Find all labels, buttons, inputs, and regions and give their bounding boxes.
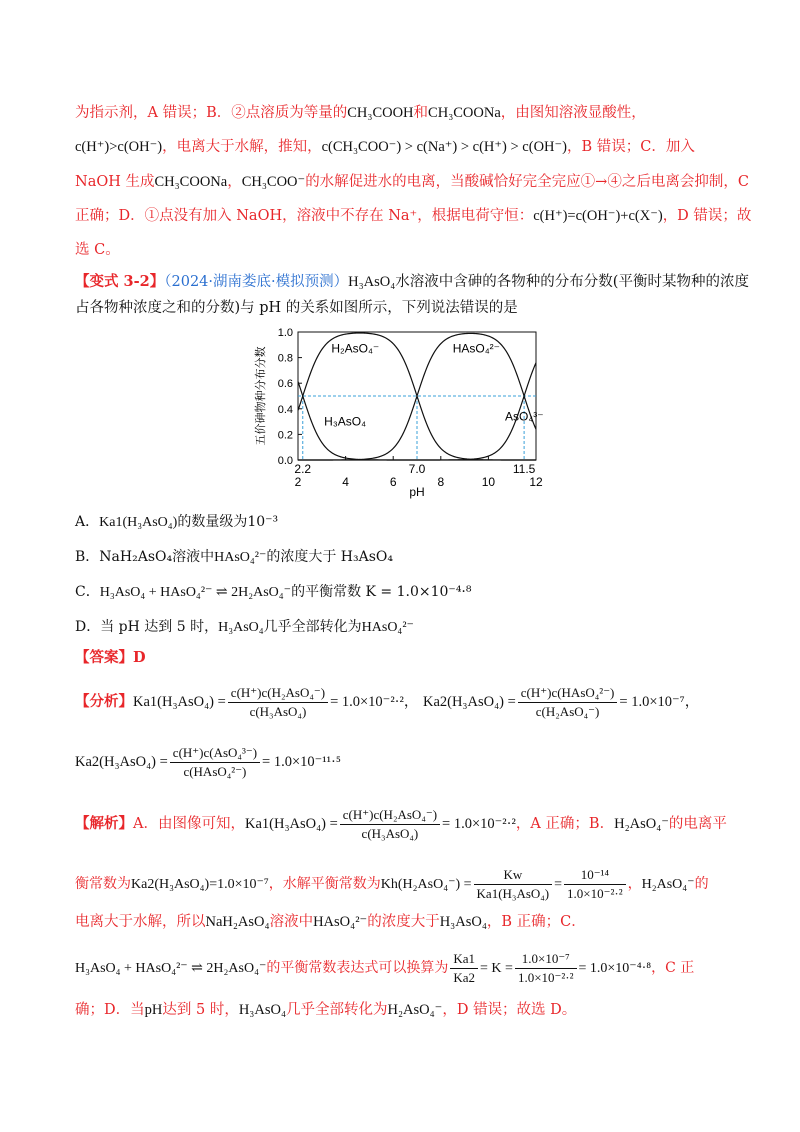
text: 几乎全部转化为	[286, 1002, 388, 1018]
numerator: c(H⁺)c(H₂AsO₄⁻)	[228, 684, 328, 703]
solution-line-5	[75, 1000, 576, 1020]
solution-line-2	[75, 862, 709, 907]
numerator: 10⁻¹⁴	[564, 866, 626, 885]
formula: pH	[144, 1002, 163, 1018]
formula: H₂AsO₄⁻	[387, 1002, 443, 1018]
option-c[interactable]	[75, 582, 472, 603]
denominator: c(HAsO₄²⁻)	[183, 763, 247, 779]
fraction	[170, 744, 260, 781]
text: ，水解平衡常数为	[268, 876, 381, 892]
explanation-line-3: NaOH 生成CH₃COONa，CH₃COO⁻的水解促进水的电离，当酸碱恰好完全完应①→④之后电离会抑制，C	[75, 174, 749, 190]
formula: Ka1(H₃AsO₄)	[99, 515, 178, 530]
numerator: c(H⁺)c(HAsO₄²⁻)	[518, 684, 618, 703]
fraction	[515, 950, 577, 987]
text: ，A 正确；B．	[515, 816, 615, 832]
x-tick-label: 6	[389, 475, 397, 489]
option-text: 的数量级为10⁻³	[177, 514, 279, 530]
text: ，D 错误；故	[662, 208, 752, 224]
series-label: AsO₄³⁻	[505, 409, 544, 424]
formula: H₂AsO₄⁻	[641, 877, 695, 892]
fraction	[450, 950, 478, 987]
formula: = 1.0×10⁻¹¹·⁵	[262, 754, 341, 770]
series-label: H₃AsO₄	[324, 414, 366, 429]
text: ，	[627, 876, 642, 892]
option-text: B．NaH₂AsO₄溶液中	[75, 549, 215, 565]
option-text: 几乎全部转化为	[263, 619, 362, 635]
y-axis-label: 五价砷物种分布分数	[255, 346, 267, 446]
text: ，电离大于水解，推知，	[162, 139, 322, 155]
explanation-line-2	[75, 137, 695, 157]
fraction	[474, 866, 553, 903]
text: 确；D．当	[75, 1002, 145, 1018]
formula: = K =	[480, 961, 513, 976]
denominator: Ka1(H₃AsO₄)	[476, 885, 550, 901]
formula: H₃AsO₄	[218, 620, 264, 635]
text: ，C 正	[651, 960, 695, 976]
formula: HAsO₄²⁻	[313, 914, 368, 930]
formula: c(H⁺)>c(OH⁻)	[75, 139, 163, 155]
y-tick-label: 0.8	[277, 352, 293, 365]
formula: CH₃COONa	[154, 174, 228, 190]
text: 为指示剂，A 错误；B．②点溶质为等量的	[75, 105, 348, 121]
denominator: c(H₂AsO₄⁻)	[535, 703, 600, 719]
formula: =	[554, 877, 563, 892]
formula: = 1.0×10⁻²·²，	[330, 694, 419, 710]
fraction	[340, 806, 440, 843]
question-source: （2024·湖南娄底·模拟预测）	[164, 274, 349, 290]
text: ，B 错误；C．加入	[567, 139, 695, 155]
numerator: Ka1	[450, 950, 478, 969]
text: 的电离平	[668, 816, 727, 832]
x-tick-label: 2	[294, 475, 302, 489]
x-tick-label: 10	[481, 475, 496, 489]
text: ，由图知溶液显酸性，	[500, 105, 646, 121]
series-label: HAsO₄²⁻	[452, 341, 500, 356]
denominator: Ka2	[453, 969, 476, 985]
x-tick-label: 12	[529, 475, 543, 489]
text: 的浓度大于	[367, 914, 440, 930]
numerator: Kw	[474, 866, 553, 885]
y-tick-label: 0.4	[277, 403, 293, 416]
pka-tick-label: 7.0	[408, 462, 426, 476]
answer-value: D	[133, 649, 146, 666]
denominator: 1.0×10⁻²·²	[567, 885, 623, 901]
x-tick-label: 8	[437, 475, 445, 489]
fraction	[518, 684, 618, 721]
y-tick-label: 0.0	[277, 455, 293, 467]
denominator: c(H₃AsO₄)	[361, 825, 419, 841]
question-stem: 水溶液中含砷的各物种的分布分数(平衡时某物种的浓度	[395, 274, 749, 290]
denominator: c(H₃AsO₄)	[249, 703, 307, 719]
x-tick-label: 4	[342, 475, 349, 489]
option-text: 的浓度大于 H₃AsO₄	[266, 549, 393, 565]
text: 选 C。	[75, 242, 120, 258]
pka-tick-label: 11.5	[512, 462, 536, 476]
question-label: 【变式 3-2】	[75, 273, 165, 290]
fraction	[564, 866, 626, 903]
formula: CH₃COONa	[428, 105, 501, 121]
formula: c(CH₃COO⁻) > c(Na⁺) > c(H⁺) > c(OH⁻)	[321, 139, 567, 155]
formula: Ka2(H₃AsO₄) =	[75, 754, 168, 770]
formula: Ka2(H₃AsO₄) =	[422, 694, 516, 710]
formula: H₃AsO₄ + HAsO₄²⁻ ⇌ 2H₂AsO₄⁻	[99, 585, 292, 600]
option-b[interactable]	[75, 547, 393, 568]
formula: HAsO₄²⁻	[361, 620, 414, 635]
question-line-1	[75, 272, 749, 292]
formula: Kh(H₂AsO₄⁻) =	[380, 877, 472, 892]
formula: H₃AsO₄	[348, 274, 396, 290]
formula: H₃AsO₄	[238, 1002, 286, 1018]
text: 的水解促进水的电离，当酸碱恰好完全完应①→④之后电离会抑制，C	[305, 174, 749, 190]
text: ，D 错误；故选 D。	[442, 1002, 577, 1018]
option-letter: A．	[75, 514, 100, 530]
option-letter: C．	[75, 584, 100, 600]
answer-label: 【答案】	[75, 649, 133, 666]
option-a[interactable]	[75, 512, 278, 533]
option-text: D．当 pH 达到 5 时，	[75, 619, 219, 635]
formula: = 1.0×10⁻⁴·⁸	[578, 961, 652, 976]
text: A．由图像可知，	[133, 816, 245, 832]
formula: Ka2(H₃AsO₄)=1.0×10⁻⁷	[131, 877, 269, 892]
option-d[interactable]	[75, 617, 414, 638]
text: 电离大于水解，所以	[75, 914, 206, 930]
text: NaOH 生成	[75, 174, 155, 190]
analysis-line-1	[75, 680, 699, 724]
x-axis-label: pH	[409, 485, 425, 499]
formula: = 1.0×10⁻⁷，	[619, 694, 700, 710]
solution-line-3	[75, 912, 586, 932]
formula: HAsO₄²⁻	[214, 550, 267, 565]
text: ，B 正确；C．	[486, 914, 586, 930]
solution-line-4	[75, 946, 694, 991]
text: 溶液中	[269, 914, 314, 930]
numerator: c(H⁺)c(AsO₄³⁻)	[170, 744, 260, 763]
formula: = 1.0×10⁻²·²	[442, 816, 516, 832]
y-tick-label: 0.2	[277, 429, 293, 442]
text: 达到 5 时，	[162, 1002, 239, 1018]
numerator: 1.0×10⁻⁷	[515, 950, 577, 969]
formula: CH₃COO⁻	[241, 174, 306, 190]
fraction	[228, 684, 328, 721]
y-tick-label: 0.6	[277, 378, 293, 391]
text: 衡常数为	[75, 876, 131, 892]
formula: H₃AsO₄	[439, 914, 487, 930]
option-text: 的平衡常数 K = 1.0×10⁻⁴·⁸	[291, 584, 472, 600]
formula: Ka1(H₃AsO₄) =	[133, 694, 226, 710]
numerator: c(H⁺)c(H₂AsO₄⁻)	[340, 806, 440, 825]
y-tick-label: 1.0	[277, 327, 293, 339]
answer-line	[75, 648, 146, 668]
formula: H₃AsO₄ + HAsO₄²⁻ ⇌ 2H₂AsO₄⁻	[75, 961, 267, 976]
distribution-chart	[250, 320, 550, 500]
explanation-line-5	[75, 240, 120, 260]
analysis-label: 【分析】	[75, 693, 133, 710]
text: 的平衡常数表达式可以换算为	[266, 960, 449, 976]
formula: Ka1(H₃AsO₄) =	[244, 816, 338, 832]
explanation-line-4	[75, 206, 751, 226]
solution-label: 【解析】	[75, 815, 133, 832]
formula: NaH₂AsO₄	[205, 914, 270, 930]
analysis-line-2	[75, 740, 341, 784]
series-label: H₂AsO₄⁻	[331, 341, 380, 356]
solution-line-1	[75, 802, 727, 846]
question-stem: 占各物种浓度之和的分数)与 pH 的关系如图所示，下列说法错误的是	[75, 300, 518, 316]
text: 正确；D．①点没有加入 NaOH，溶液中不存在 Na⁺，根据电荷守恒：	[75, 208, 534, 224]
formula: H₂AsO₄⁻	[614, 816, 669, 832]
text: 的	[694, 876, 709, 892]
pka-tick-label: 2.2	[294, 462, 312, 476]
formula: CH₃COOH	[347, 105, 414, 121]
text: 和	[413, 105, 429, 121]
formula: c(H⁺)=c(OH⁻)+c(X⁻)	[533, 208, 663, 224]
denominator: 1.0×10⁻²·²	[517, 969, 574, 985]
explanation-line-1	[75, 103, 646, 123]
question-line-2	[75, 298, 518, 318]
